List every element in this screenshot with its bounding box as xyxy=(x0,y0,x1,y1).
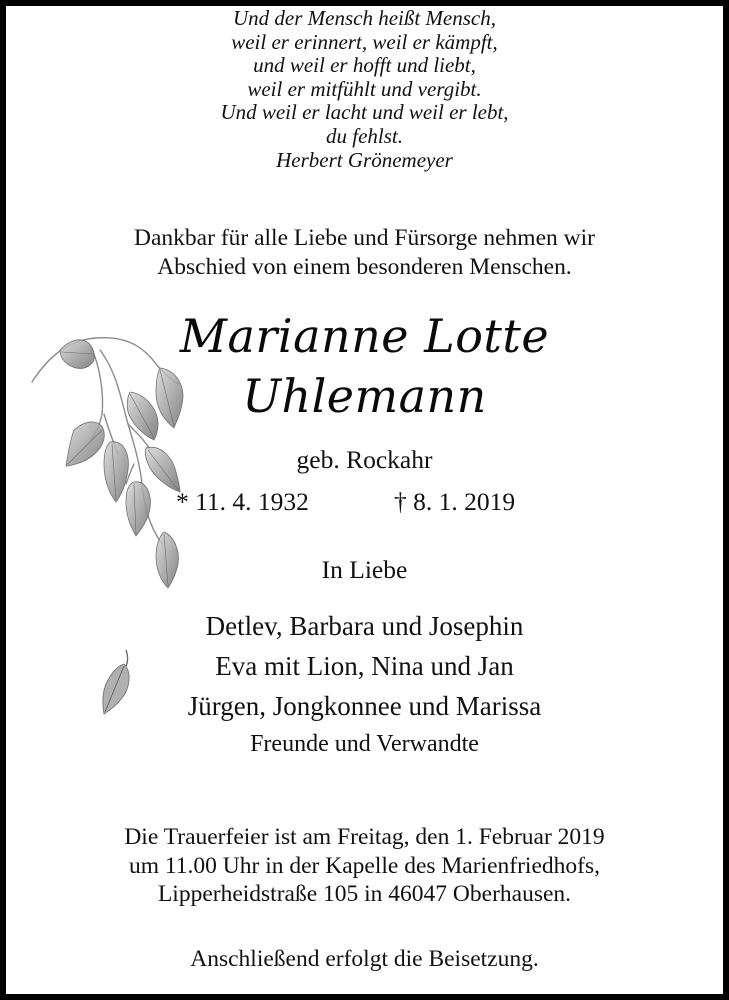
service-line: um 11.00 Uhr in der Kapelle des Marienfriedhofs, xyxy=(129,852,600,879)
deceased-surname: Uhlemann xyxy=(242,369,487,423)
mourners-heading: In Liebe xyxy=(321,555,408,584)
quote-line: weil er mitfühlt und vergibt. xyxy=(247,76,482,101)
mourners-list xyxy=(6,606,723,762)
intro-line: Dankbar für alle Liebe und Fürsorge nehmen wir xyxy=(134,225,595,251)
quote-author: Herbert Grönemeyer xyxy=(276,147,453,172)
intro-line: Abschied von einem besonderen Menschen. xyxy=(157,254,572,280)
deceased-name xyxy=(6,306,723,426)
mourner-line: Detlev, Barbara und Josephin xyxy=(205,611,524,641)
intro-text xyxy=(6,224,723,282)
funeral-service-details xyxy=(6,823,723,909)
quote-line: du fehlst. xyxy=(326,123,403,148)
burial-note: Anschließend erfolgt die Beisetzung. xyxy=(190,946,539,972)
mourner-line: Eva mit Lion, Nina und Jan xyxy=(215,651,514,681)
maiden-name: geb. Rockahr xyxy=(296,445,433,474)
birth-date: * 11. 4. 1932 xyxy=(176,487,309,516)
death-date: † 8. 1. 2019 xyxy=(394,487,516,516)
quote-line: Und der Mensch heißt Mensch, xyxy=(232,6,496,30)
poem-quote xyxy=(6,7,723,172)
mourners-others: Freunde und Verwandte xyxy=(250,731,479,757)
quote-line: weil er erinnert, weil er kämpft, xyxy=(231,29,498,54)
mourner-line: Jürgen, Jongkonnee und Marissa xyxy=(187,691,542,721)
service-line: Lipperheidstraße 105 in 46047 Oberhausen. xyxy=(157,881,572,907)
quote-line: Und weil er lacht und weil er lebt, xyxy=(220,100,509,125)
deceased-first-names: Marianne Lotte xyxy=(179,309,550,363)
quote-line: und weil er hofft und liebt, xyxy=(253,53,476,78)
service-line: Die Trauerfeier ist am Freitag, den 1. Februar 2019 xyxy=(124,824,605,850)
